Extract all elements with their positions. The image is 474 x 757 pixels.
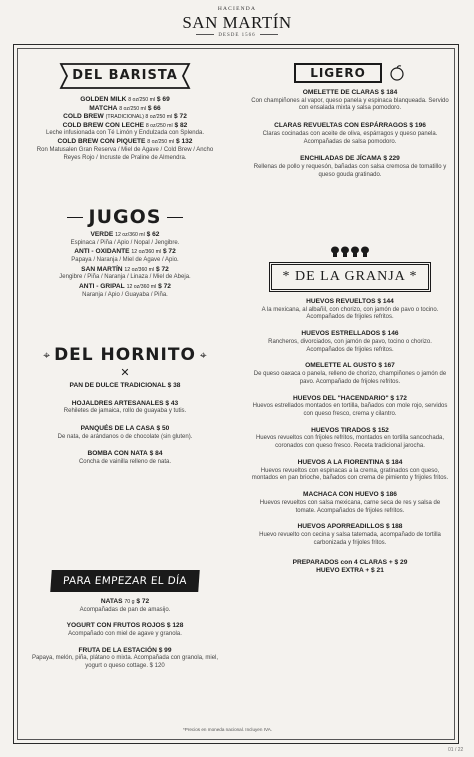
item-size: 70 g: [124, 599, 135, 605]
item-line: [250, 395, 450, 404]
ligero-list: [250, 89, 450, 189]
item-price: $ 62: [146, 231, 160, 238]
item-price: $ 152: [372, 426, 389, 434]
menu-item: [250, 330, 450, 354]
item-line: [30, 450, 220, 459]
item-line: [30, 400, 220, 409]
item-line: [30, 248, 220, 257]
item-desc: Jengibre / Piña / Naranja / Linaza / Miel de Abeja.: [59, 274, 191, 281]
item-line: [30, 425, 220, 434]
item-line: [30, 105, 220, 114]
item-name: ANTI - OXIDANTE: [74, 248, 130, 256]
section-title-barista: DEL BARISTA: [72, 68, 178, 83]
item-name: MATCHA: [89, 104, 118, 112]
item-price: $ 144: [377, 298, 394, 305]
menu-item: [250, 523, 450, 547]
item-desc: Ron Matusalen Gran Reserva / Miel de Agave / Cold Brew / Ancho Reyes Rojo / Incruste de Praline de Almendra.: [36, 146, 214, 161]
section-ligero: [250, 63, 450, 189]
item-price: $ 99: [158, 646, 172, 654]
item-desc: Rellenas de pollo y requesón, bañadas con salsa cremosa de tomatillo y queso gouda gratinado.: [253, 163, 447, 178]
item-size: 12 oz/360 ml: [124, 266, 155, 273]
item-price: $ 184: [385, 458, 403, 466]
apple-icon: [388, 64, 406, 82]
item-price: $ 167: [378, 362, 395, 370]
item-desc: Huevo revuelto con cecina y salsa tatemada, acompañado de tortilla carbonizada y frijoles fritos.: [259, 531, 441, 546]
item-gap: [250, 483, 450, 491]
item-name: HUEVOS A LA FIORENTINA: [297, 458, 385, 466]
item-price: $ 50: [156, 424, 170, 432]
item-price: $ 72: [155, 265, 169, 273]
item-gap: [30, 671, 220, 679]
item-size: 8 oz/250 ml: [145, 122, 173, 129]
rolling-pin-icon: ✕: [120, 367, 130, 379]
item-gap: [250, 515, 450, 523]
section-title-jugos: JUGOS: [88, 206, 162, 228]
item-name: SAN MARTÍN: [81, 265, 123, 273]
menu-item: [30, 248, 220, 264]
item-line: [250, 459, 450, 468]
menu-item: [30, 598, 220, 614]
item-desc: Acompañadas de pan de amasijo.: [79, 606, 171, 613]
section-hornito: [30, 345, 220, 476]
item-size: (TRADICIONAL) 8 oz/250 ml: [105, 114, 173, 121]
menu-item: [250, 395, 450, 419]
item-price: $ 132: [175, 138, 193, 146]
item-name: ANTI - GRIPAL: [79, 283, 125, 291]
extra-claras: PREPARADOS con 4 CLARAS + $ 29: [292, 558, 408, 566]
menu-item: [30, 450, 220, 466]
item-name: HUEVOS APORREADILLOS: [297, 523, 385, 531]
item-name: BOMBA CON NATA: [87, 450, 148, 458]
item-desc: A la mexicana, al albañil, con chorizo, con jamón de pavo o tocino. Acompañados de frijoles refritos.: [261, 306, 439, 321]
item-line: [250, 89, 450, 98]
item-desc: Claras cocinadas con aceite de oliva, espárragos y queso panela. Acompañadas de salsa pomodoro.: [262, 130, 438, 145]
item-price: $ 196: [409, 122, 426, 130]
brand-name: SAN MARTÍN: [182, 13, 292, 32]
item-size: 12 oz/360 ml: [131, 249, 162, 256]
empezar-list: [30, 598, 220, 679]
item-line: [30, 622, 220, 631]
item-desc: De queso oaxaca o panela, relleno de chorizo, champiñones o jamón de pavo. Acompañado de frijoles refritos.: [253, 370, 447, 385]
item-name: HUEVOS ESTRELLADOS: [301, 330, 381, 338]
item-price: $ 72: [174, 113, 187, 121]
item-desc: Huevos revueltos con frijoles refritos, montados en tortilla sancochada, coronados con queso fresco. Receta tradicional jarocha.: [255, 435, 445, 450]
menu-item: [30, 382, 220, 391]
item-size: 12 oz/360 ml: [126, 284, 157, 291]
item-line: [30, 283, 220, 292]
item-line: [250, 362, 450, 371]
item-desc: Huevos revueltos con espinacas a la crema, gratinados con queso, montados en pan brioche, bañados con crema de pimiento y frijoles fritos.: [251, 467, 449, 482]
item-line: [250, 427, 450, 436]
item-gap: [30, 300, 220, 301]
item-name: NATAS: [100, 598, 123, 605]
menu-item: [30, 122, 220, 131]
item-price: $ 69: [156, 96, 170, 103]
item-gap: [250, 419, 450, 427]
menu-item: [250, 298, 450, 322]
menu-item: [30, 622, 220, 638]
item-size: 12 oz/360 ml: [115, 232, 145, 238]
footnote: *Precios en moneda nacional. Incluyen IVA.: [183, 727, 273, 732]
item-price: $ 66: [147, 104, 161, 112]
item-price: $ 188: [385, 523, 403, 531]
menu-item: [30, 147, 220, 163]
item-gap: [250, 451, 450, 459]
item-line: [250, 330, 450, 339]
item-line: [30, 122, 220, 131]
item-name: COLD BREW CON LECHE: [62, 121, 144, 129]
item-gap: [250, 387, 450, 395]
item-gap: [30, 441, 220, 450]
item-price: $ 82: [174, 121, 188, 129]
menu-item: [30, 138, 220, 147]
section-barista: [30, 62, 220, 162]
item-desc: Acompañado con miel de agave y granola.: [68, 630, 182, 637]
item-name: CLARAS REVUELTAS CON ESPÁRRAGOS: [274, 122, 408, 130]
extra-huevo: HUEVO EXTRA + $ 21: [316, 567, 384, 575]
item-desc: Concha de vainilla relleno de nata.: [78, 458, 172, 465]
item-desc: Con champiñones al vapor, queso panela y espinaca blanqueada. Servido con ensalada mixta y salsa pomodoro.: [251, 97, 449, 112]
item-price: $ 128: [166, 622, 184, 630]
menu-item: [250, 122, 450, 146]
menu-item: [250, 491, 450, 515]
section-title-hornito: DEL HORNITO: [54, 345, 196, 365]
item-price: $ 84: [149, 450, 163, 458]
granja-list: [250, 298, 450, 556]
menu-item: [30, 130, 220, 138]
menu-item: [250, 459, 450, 483]
menu-item: [250, 89, 450, 113]
item-line: [30, 647, 220, 656]
section-granja: [250, 262, 450, 576]
item-name: YOGURT CON FRUTOS ROJOS: [66, 622, 166, 630]
item-desc: Papaya, melón, piña, plátano o mixta. Acompañada con granola, miel, yogurt o queso cottage. $ 120: [31, 655, 219, 670]
brand-since: DESDE 1566: [0, 33, 474, 38]
wheat-icon: ⌖: [43, 347, 51, 362]
item-gap: [250, 113, 450, 122]
item-line: [30, 96, 220, 105]
item-name: OMELETTE AL GUSTO: [305, 362, 377, 370]
item-line: [250, 122, 450, 131]
item-line: [30, 266, 220, 275]
menu-item: [30, 113, 220, 122]
item-price: $ 72: [162, 248, 176, 256]
item-name: MACHACA CON HUEVO: [303, 491, 379, 499]
item-size: 8 oz/250 ml: [119, 105, 147, 112]
item-gap: [30, 614, 220, 622]
menu-item: [250, 427, 450, 451]
item-name: OMELETTE DE CLARAS: [302, 89, 379, 96]
item-price: $ 43: [165, 399, 179, 407]
page-number: 01 / 22: [448, 747, 464, 753]
item-gap: [30, 467, 220, 476]
item-gap: [250, 548, 450, 556]
menu-item: [250, 362, 450, 386]
item-size: 8 oz/250 ml: [147, 139, 175, 146]
item-name: ENCHILADAS DE JÍCAMA: [300, 155, 382, 163]
wheat-icon: ⌖: [199, 347, 207, 362]
barista-list: [30, 96, 220, 162]
item-price: $ 38: [167, 382, 181, 389]
menu-item: [30, 96, 220, 105]
item-line: [250, 491, 450, 500]
item-line: [250, 298, 450, 307]
section-empezar: [30, 570, 220, 679]
item-gap: [250, 180, 450, 189]
item-price: $ 186: [380, 491, 397, 499]
section-title-empezar: PARA EMPEZAR EL DÍA: [50, 570, 199, 592]
item-name: PANQUÉS DE LA CASA: [80, 424, 155, 432]
section-title-ligero: LIGERO: [294, 63, 382, 83]
item-desc: Huevos estrellados montados en tortilla, bañados con mole rojo, servidos con queso fresco, crema y cilantro.: [252, 403, 448, 417]
item-desc: Papaya / Naranja / Miel de Agave / Apio.: [71, 256, 179, 263]
item-line: [30, 231, 220, 240]
item-name: HUEVOS TIRADOS: [311, 426, 371, 434]
menu-item: [30, 105, 220, 114]
menu-item: [30, 266, 220, 282]
item-line: [30, 598, 220, 607]
item-line: [30, 113, 220, 122]
item-price: $ 72: [136, 598, 150, 605]
item-size: 8 oz/250 ml: [128, 97, 156, 103]
menu-item: [250, 155, 450, 179]
item-desc: De nata, de arándanos o de chocolate (sin gluten).: [57, 433, 193, 440]
item-name: PAN DE DULCE TRADICIONAL: [69, 382, 166, 389]
item-price: $ 229: [383, 155, 400, 163]
menu-item: [30, 231, 220, 247]
item-gap: [30, 416, 220, 425]
item-desc: Naranja / Apio / Guayaba / Piña.: [82, 291, 168, 298]
header: [0, 0, 474, 38]
item-desc: Rehiletes de jamaica, rollo de guayaba y tutis.: [63, 408, 187, 415]
item-line: [250, 523, 450, 532]
jugos-list: [30, 231, 220, 301]
item-name: GOLDEN MILK: [80, 96, 127, 103]
egg-cups-icon: [330, 246, 370, 258]
item-price: $ 172: [390, 394, 407, 402]
hornito-list: [30, 382, 220, 476]
item-line: [30, 382, 220, 391]
item-line: [250, 155, 450, 164]
item-desc: Rancheros, divorciados, con jamón de pavo, tocino o chorizo. Acompañados de frijoles refritos.: [268, 338, 432, 353]
section-jugos: [30, 206, 220, 301]
item-price: $ 72: [158, 283, 171, 291]
brand-prefix: HACIENDA: [217, 6, 257, 12]
rule-right: [167, 217, 183, 218]
item-price: $ 184: [380, 89, 398, 96]
item-desc: Huevos revueltos con salsa mexicana, carne seca de res y salsa de tomate. Acompañados de frijoles refritos.: [259, 499, 441, 514]
rule-left: [67, 217, 83, 218]
section-title-granja: * DE LA GRANJA *: [271, 264, 428, 290]
item-line: [30, 138, 220, 147]
menu-item: [30, 425, 220, 441]
item-name: FRUTA DE LA ESTACIÓN: [78, 646, 157, 654]
menu-item: [30, 647, 220, 671]
item-gap: [250, 322, 450, 330]
item-name: COLD BREW CON PIQUETE: [57, 138, 146, 146]
item-name: VERDE: [90, 231, 114, 238]
item-gap: [250, 354, 450, 362]
item-desc: Espinaca / Piña / Apio / Nopal / Jengibre.: [70, 239, 180, 246]
item-desc: Leche infusionada con Té Limón y Endulzada con Splenda.: [45, 130, 204, 137]
item-price: $ 146: [382, 330, 399, 338]
item-gap: [30, 391, 220, 400]
item-name: HUEVOS DEL "HACENDARIO": [293, 394, 389, 402]
item-name: HUEVOS REVUELTOS: [306, 298, 376, 305]
menu-item: [30, 400, 220, 416]
item-gap: [30, 639, 220, 647]
menu-item: [30, 283, 220, 299]
item-name: COLD BREW: [63, 113, 104, 121]
item-name: HOJALDRES ARTESANALES: [71, 399, 164, 407]
